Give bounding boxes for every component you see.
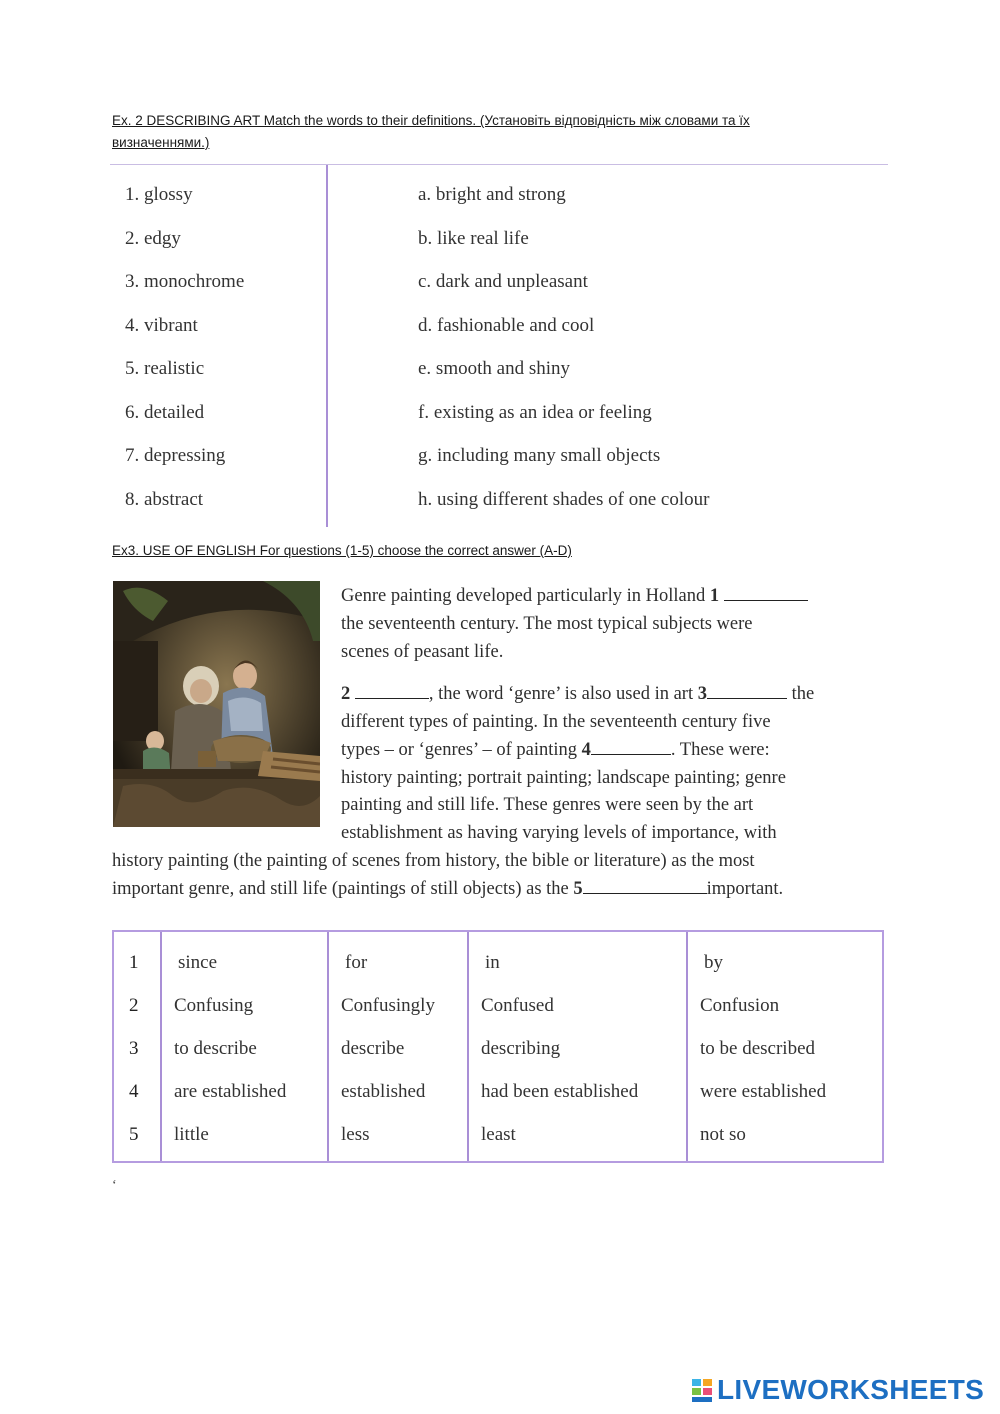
option-b[interactable]: established <box>341 1081 426 1102</box>
passage-text: Genre painting developed particularly in Holland <box>341 586 710 606</box>
table-divider <box>326 165 328 527</box>
answer-gap <box>724 586 808 601</box>
table-divider <box>327 932 329 1161</box>
table-divider <box>686 932 688 1161</box>
table-divider <box>160 932 162 1161</box>
option-d[interactable]: by <box>704 952 723 973</box>
option-a[interactable]: Confusing <box>174 995 254 1016</box>
option-d[interactable]: Confusion <box>700 995 780 1016</box>
ex2-title <box>112 110 750 154</box>
passage-text: . These were: <box>670 740 770 760</box>
gap-number: 2 <box>341 684 351 704</box>
liveworksheets-logo[interactable] <box>692 1374 984 1406</box>
passage-line: scenes of peasant life. <box>341 642 504 662</box>
definition-item: d. fashionable and cool <box>418 315 595 336</box>
option-c[interactable]: Confused <box>481 995 554 1016</box>
option-d[interactable]: to be described <box>700 1038 816 1059</box>
answer-gap <box>355 684 429 699</box>
word-item: 5. realistic <box>125 358 205 379</box>
answer-gap <box>583 879 707 894</box>
ex3-title: Ex3. USE OF ENGLISH For questions (1-5) choose the correct answer (A-D) <box>112 543 572 558</box>
option-b[interactable]: Confusingly <box>341 995 435 1016</box>
genre-painting-image <box>113 581 320 827</box>
word-item: 7. depressing <box>125 445 226 466</box>
option-c[interactable]: had been established <box>481 1081 639 1102</box>
passage-line <box>112 876 783 904</box>
option-c[interactable]: in <box>485 952 500 973</box>
definition-item: h. using different shades of one colour <box>418 489 710 510</box>
definition-item: e. smooth and shiny <box>418 358 570 379</box>
option-d[interactable]: were established <box>700 1081 827 1102</box>
gap-number: 4 <box>581 740 591 760</box>
question-number: 5 <box>129 1124 139 1145</box>
ex2-title-line2: визначеннями.) <box>112 135 210 150</box>
option-c[interactable]: least <box>481 1124 516 1145</box>
word-item: 4. vibrant <box>125 315 198 336</box>
option-a[interactable]: to describe <box>174 1038 257 1059</box>
passage-line: history painting; portrait painting; landscape painting; genre <box>341 768 786 788</box>
passage-line: establishment as having varying levels of importance, with <box>341 823 777 843</box>
definition-item: a. bright and strong <box>418 184 566 205</box>
passage-line <box>341 583 808 611</box>
answer-options-table <box>112 930 884 1163</box>
gap-number: 3 <box>697 684 707 704</box>
question-number: 3 <box>129 1038 139 1059</box>
answer-gap <box>707 684 787 699</box>
definition-item: g. including many small objects <box>418 445 661 466</box>
passage-line: history painting (the painting of scenes from history, the bible or literature) as the most <box>112 851 755 871</box>
option-b[interactable]: for <box>345 952 368 973</box>
painting-illustration <box>113 581 320 827</box>
passage-line: the seventeenth century. The most typical subjects were <box>341 614 753 634</box>
option-b[interactable]: less <box>341 1124 370 1145</box>
word-item: 3. monochrome <box>125 271 245 292</box>
stray-mark: ‘ <box>112 1178 117 1193</box>
option-a[interactable]: since <box>178 952 218 973</box>
option-c[interactable]: describing <box>481 1038 561 1059</box>
passage-line: painting and still life. These genres were seen by the art <box>341 795 754 815</box>
question-number: 1 <box>129 952 139 973</box>
option-a[interactable]: little <box>174 1124 209 1145</box>
option-a[interactable]: are established <box>174 1081 287 1102</box>
ex2-title-line1: Ex. 2 DESCRIBING ART Match the words to their definitions. (Установіть відповідність між словами та їх <box>112 113 750 128</box>
liveworksheets-logo-icon <box>692 1377 714 1403</box>
definition-item: f. existing as an idea or feeling <box>418 402 652 423</box>
passage-text: types – or ‘genres’ – of painting <box>341 740 582 760</box>
word-item: 1. glossy <box>125 184 193 205</box>
passage-text: important. <box>706 879 784 899</box>
word-item: 8. abstract <box>125 489 204 510</box>
passage-text: the <box>786 684 815 704</box>
passage-line <box>341 737 770 765</box>
definition-item: c. dark and unpleasant <box>418 271 588 292</box>
gap-number: 5 <box>573 879 583 899</box>
question-number: 4 <box>129 1081 139 1102</box>
word-item: 6. detailed <box>125 402 205 423</box>
gap-number: 1 <box>709 586 720 606</box>
passage-line <box>341 681 814 709</box>
passage-text: important genre, and still life (paintings of still objects) as the <box>112 879 574 899</box>
option-b[interactable]: describe <box>341 1038 405 1059</box>
passage-text: , the word ‘genre’ is also used in art <box>428 684 698 704</box>
question-number: 2 <box>129 995 139 1016</box>
passage-line: different types of painting. In the seventeenth century five <box>341 712 771 732</box>
match-table <box>110 164 888 527</box>
option-d[interactable]: not so <box>700 1124 746 1145</box>
logo-text: LIVEWORKSHEETS <box>717 1374 985 1405</box>
definition-item: b. like real life <box>418 228 529 249</box>
table-divider <box>467 932 469 1161</box>
word-item: 2. edgy <box>125 228 181 249</box>
answer-gap <box>591 740 671 755</box>
